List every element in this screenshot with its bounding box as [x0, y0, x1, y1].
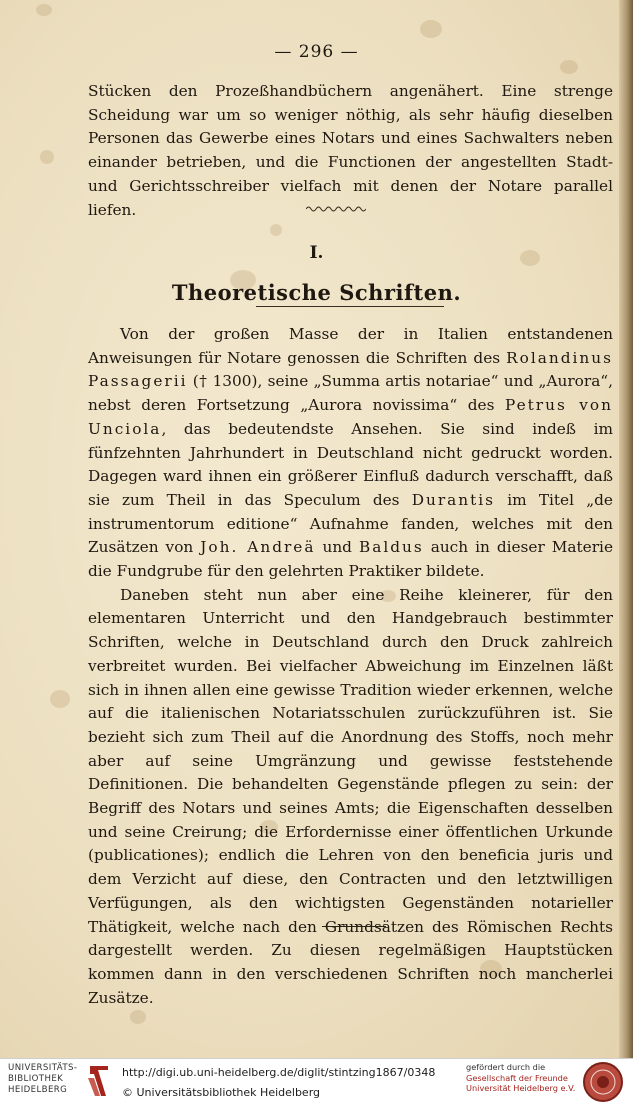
paragraph-continued: Stücken den Prozeßhandbüchern angenähert. Eine strenge Scheidung war um so weniger nöthig, als sehr häufig dieselben Personen das Gewerbe eines Notars und eines Sachwalters neben einander betrieben, und die Functionen der angestellten Stadt- und Gerichtsschreiber vielfach mit denen der Notare parallel liefen.	[88, 82, 613, 219]
text-run: († 1300), seine „Summa artis notariae“ und „Aurora“, nebst deren Fortsetzung „Aurora novissima“ des	[88, 372, 613, 415]
sponsor-line: gefördert durch die	[466, 1062, 546, 1072]
stain	[50, 690, 70, 708]
university-library-name	[8, 1063, 77, 1096]
text-run: , das bedeutendste Ansehen. Sie sind indeß im fünfzehnten Jahrhundert in Deutschland nicht gedruckt worden. Dagegen ward ihnen ein größerer Einfluß dadurch verschafft, daß sie zum Theil in das Speculum des	[88, 419, 613, 509]
book-spine-shadow	[619, 0, 633, 1058]
section-title: Theoretische Schriften.	[171, 280, 462, 305]
section-body	[88, 323, 613, 1010]
paragraph-1	[88, 323, 613, 584]
university-logo-icon	[84, 1062, 114, 1100]
author-name: Petrus von Unciola	[88, 396, 613, 438]
author-name: Rolandinus Passagerii	[88, 348, 613, 391]
author-name: Durantis	[411, 490, 496, 509]
stain	[420, 20, 442, 38]
end-rule	[322, 926, 386, 927]
society-seal-icon	[582, 1061, 624, 1103]
permalink-url[interactable]: http://digi.ub.uni-heidelberg.de/diglit/stintzing1867/0348	[122, 1066, 436, 1079]
copyright-notice: © Universitätsbibliothek Heidelberg	[122, 1086, 321, 1099]
paragraph-2: Daneben steht nun aber eine Reihe kleinerer, für den elementaren Unterricht und den Handgebrauch bestimmter Schriften, welche in Deutschland durch den Druck zahlreich verbreitet wurden. Bei vielfacher Abweichung im Einzelnen läßt sich in ihnen allen eine gewisse Tradition wieder erkennen, welche auf die italienischen Notariatsschulen zurückzuführen ist. Sie bezieht sich zum Theil auf die Anordnung des Stoffs, noch mehr aber auf seine Umgränzung und gewisse feststehende Definitionen. Die behandelten Gegenstände pflegen zu sein: der Begriff des Notars und seines Amts; die Eigenschaften desselben und seine Creirung; die Erfordernisse einer öffentlichen Urkunde (publicationes); endlich die Lehren von den beneficia juris und dem Verzicht auf diese, den Contracten und den letztwilligen Verfügungen, als den wichtigsten Gegenständen notarieller Thätigkeit, welche nach den Grundsätzen des Römischen Rechts dargestellt werden. Zu diesen regelmäßigen Hauptstücken kommen dann in den verschiedenen Schriften noch mancherlei Zusätze.	[88, 585, 613, 1007]
stain	[560, 60, 578, 74]
stain	[270, 224, 282, 236]
library-name-line: HEIDELBERG	[8, 1085, 68, 1095]
sponsor-line: Gesellschaft der Freunde	[466, 1072, 568, 1083]
text-run: im Titel „de instrumentorum editione“ Aufnahme fanden, welches mit den Zusätzen von	[88, 490, 613, 557]
sponsor-line: Universität Heidelberg e.V.	[466, 1083, 576, 1093]
page-number: — 296 —	[274, 42, 359, 62]
text-run: auch in dieser Materie die Fundgrube für den gelehrten Praktiker bildete.	[88, 538, 613, 581]
stain	[36, 4, 52, 16]
wavy-divider	[306, 205, 366, 213]
text-run: und	[315, 538, 359, 557]
sponsor-text	[466, 1062, 578, 1094]
section-number: I.	[309, 243, 324, 263]
title-underline	[256, 306, 444, 307]
stain	[130, 1010, 146, 1024]
library-name-line: UNIVERSITÄTS-	[8, 1063, 78, 1073]
author-name: Joh. Andreä	[200, 538, 316, 557]
library-name-line: BIBLIOTHEK	[8, 1074, 64, 1084]
library-footer	[0, 1058, 633, 1104]
text-run: Von der großen Masse der in Italien entstandenen Anweisungen für Notare genossen die Schriften des	[88, 325, 613, 367]
stain	[40, 150, 54, 164]
author-name: Baldus	[358, 538, 424, 557]
